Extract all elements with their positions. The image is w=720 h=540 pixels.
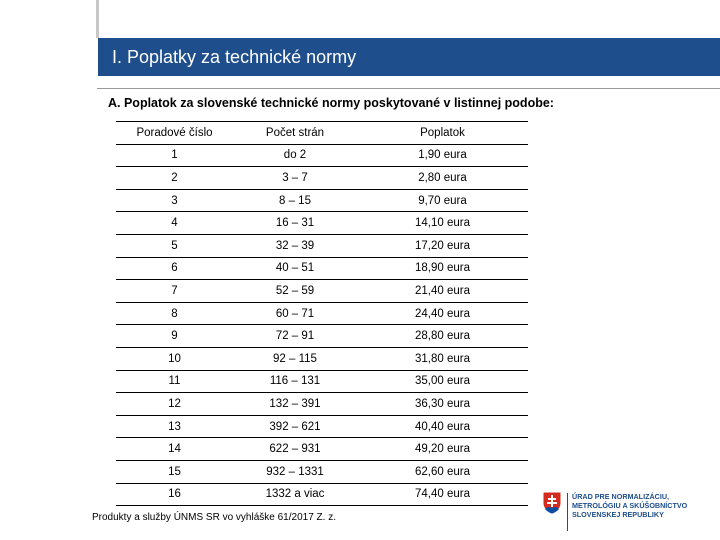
order-number-cell: 8 xyxy=(116,302,233,325)
order-number-cell: 3 xyxy=(116,189,233,212)
header-cell: Poplatok xyxy=(357,122,528,145)
logo-line: SLOVENSKEJ REPUBLIKY xyxy=(572,510,664,520)
page-count-cell: 8 – 15 xyxy=(233,189,357,212)
fee-cell: 1,90 eura xyxy=(357,144,528,167)
unms-logo xyxy=(542,491,720,535)
order-number-cell: 11 xyxy=(116,370,233,393)
table-row xyxy=(116,144,528,167)
order-number-cell: 15 xyxy=(116,460,233,483)
order-number-cell: 7 xyxy=(116,280,233,303)
table-row xyxy=(116,415,528,438)
table-row xyxy=(116,167,528,190)
table-row xyxy=(116,257,528,280)
table-row xyxy=(116,212,528,235)
logo-text xyxy=(572,492,687,520)
fee-cell: 9,70 eura xyxy=(357,189,528,212)
fee-cell: 2,80 eura xyxy=(357,167,528,190)
fee-cell: 28,80 eura xyxy=(357,325,528,348)
title-banner xyxy=(98,38,720,76)
order-number-cell: 5 xyxy=(116,234,233,257)
order-number-cell: 13 xyxy=(116,415,233,438)
logo-line: METROLÓGIU A SKÚŠOBNÍCTVO xyxy=(572,501,688,511)
order-number-cell: 10 xyxy=(116,347,233,370)
order-number-cell: 14 xyxy=(116,438,233,461)
page-count-cell: 72 – 91 xyxy=(233,325,357,348)
order-number-cell: 1 xyxy=(116,144,233,167)
fee-cell: 17,20 eura xyxy=(357,234,528,257)
page-count-cell: 16 – 31 xyxy=(233,212,357,235)
page-count-cell: 932 – 1331 xyxy=(233,460,357,483)
page-count-cell: 132 – 391 xyxy=(233,393,357,416)
table-row xyxy=(116,460,528,483)
page-count-cell: 116 – 131 xyxy=(233,370,357,393)
fee-cell: 18,90 eura xyxy=(357,257,528,280)
table-body xyxy=(116,144,528,506)
order-number-cell: 12 xyxy=(116,393,233,416)
table-row xyxy=(116,483,528,506)
table-row xyxy=(116,302,528,325)
top-accent-line xyxy=(96,0,99,38)
table-row xyxy=(116,370,528,393)
table-row xyxy=(116,347,528,370)
slide-title: I. Poplatky za technické normy xyxy=(112,47,357,67)
fee-cell: 40,40 eura xyxy=(357,415,528,438)
page-count-cell: 1332 a viac xyxy=(233,483,357,506)
page-count-cell: 92 – 115 xyxy=(233,347,357,370)
order-number-cell: 4 xyxy=(116,212,233,235)
fee-cell: 74,40 eura xyxy=(357,483,528,506)
fee-cell: 49,20 eura xyxy=(357,438,528,461)
fee-cell: 35,00 eura xyxy=(357,370,528,393)
order-number-cell: 9 xyxy=(116,325,233,348)
fee-cell: 21,40 eura xyxy=(357,280,528,303)
order-number-cell: 2 xyxy=(116,167,233,190)
page-count-cell: do 2 xyxy=(233,144,357,167)
fee-cell: 14,10 eura xyxy=(357,212,528,235)
divider-line xyxy=(97,88,720,89)
slovak-coat-of-arms-icon xyxy=(542,491,562,515)
order-number-cell: 16 xyxy=(116,483,233,506)
order-number-cell: 6 xyxy=(116,257,233,280)
page-count-cell: 60 – 71 xyxy=(233,302,357,325)
logo-separator xyxy=(567,493,568,531)
table-row xyxy=(116,234,528,257)
header-cell: Poradové číslo xyxy=(116,122,233,145)
table-row xyxy=(116,325,528,348)
fee-cell: 24,40 eura xyxy=(357,302,528,325)
header-cell: Počet strán xyxy=(233,122,357,145)
logo-line: ÚRAD PRE NORMALIZÁCIU, xyxy=(572,492,670,501)
table-row xyxy=(116,280,528,303)
fee-cell: 36,30 eura xyxy=(357,393,528,416)
table-row xyxy=(116,393,528,416)
table-header-row xyxy=(116,122,528,145)
fee-cell: 31,80 eura xyxy=(357,347,528,370)
page-count-cell: 3 – 7 xyxy=(233,167,357,190)
page-count-cell: 392 – 621 xyxy=(233,415,357,438)
page-count-cell: 622 – 931 xyxy=(233,438,357,461)
page-count-cell: 52 – 59 xyxy=(233,280,357,303)
fee-cell: 62,60 eura xyxy=(357,460,528,483)
fees-table xyxy=(116,121,528,506)
table-row xyxy=(116,189,528,212)
section-subtitle: A. Poplatok za slovenské technické normy poskytované v listinnej podobe: xyxy=(108,96,554,110)
footer-text: Produkty a služby ÚNMS SR vo vyhláške 61/2017 Z. z. xyxy=(92,512,336,523)
table-row xyxy=(116,438,528,461)
page-count-cell: 40 – 51 xyxy=(233,257,357,280)
page-count-cell: 32 – 39 xyxy=(233,234,357,257)
